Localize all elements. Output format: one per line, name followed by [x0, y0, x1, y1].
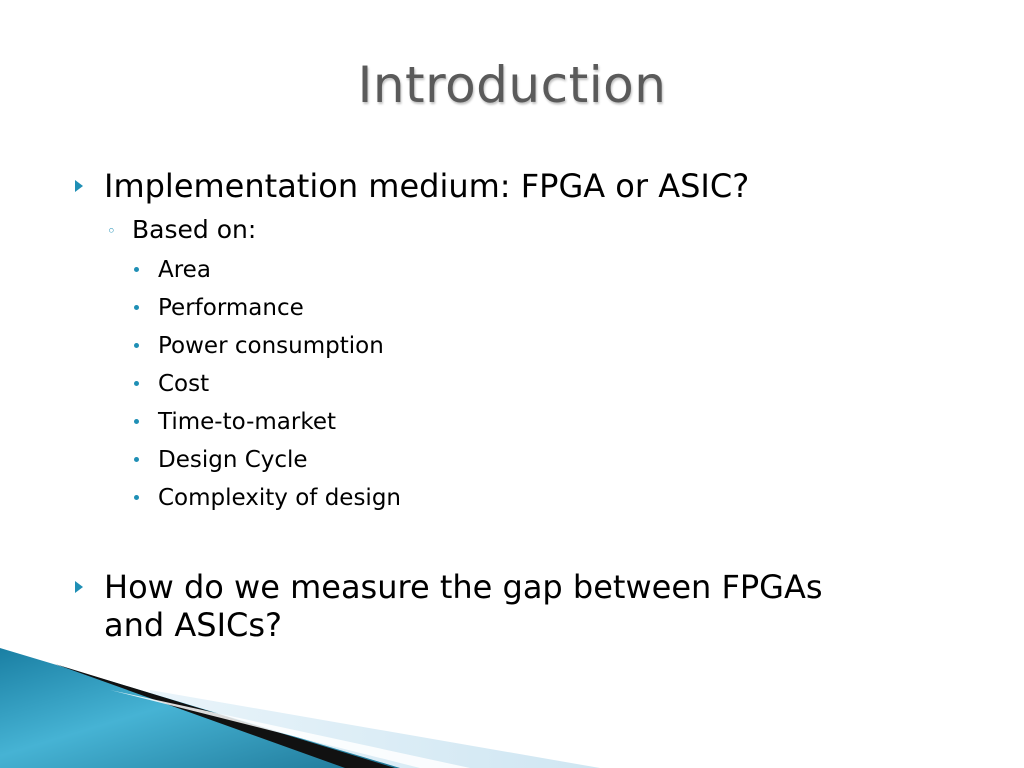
dot-icon: [134, 419, 139, 424]
sub-bullet-based-on: Based on:: [132, 215, 257, 244]
list-item-complexity-of-design: Complexity of design: [158, 485, 401, 511]
dot-icon: [134, 305, 139, 310]
list-item-area: Area: [158, 257, 211, 283]
dot-icon: [134, 343, 139, 348]
list-item-cost: Cost: [158, 371, 210, 397]
dot-icon: [134, 457, 139, 462]
hollow-circle-icon: ◦: [107, 222, 116, 240]
triangle-right-icon: [75, 180, 83, 192]
dot-icon: [134, 267, 139, 272]
bullet-measure-gap-line1: How do we measure the gap between FPGAs: [104, 568, 823, 606]
list-item-time-to-market: Time-to-market: [158, 409, 337, 435]
bullet-implementation-medium: Implementation medium: FPGA or ASIC?: [104, 167, 750, 205]
list-item-power-consumption: Power consumption: [158, 333, 384, 359]
triangle-right-icon: [75, 581, 83, 593]
list-item-design-cycle: Design Cycle: [158, 447, 308, 473]
dot-icon: [134, 495, 139, 500]
bullet-measure-gap-line2: and ASICs?: [104, 606, 283, 644]
dot-icon: [134, 381, 139, 386]
slide-title: Introduction: [357, 56, 667, 114]
list-item-performance: Performance: [158, 295, 304, 321]
